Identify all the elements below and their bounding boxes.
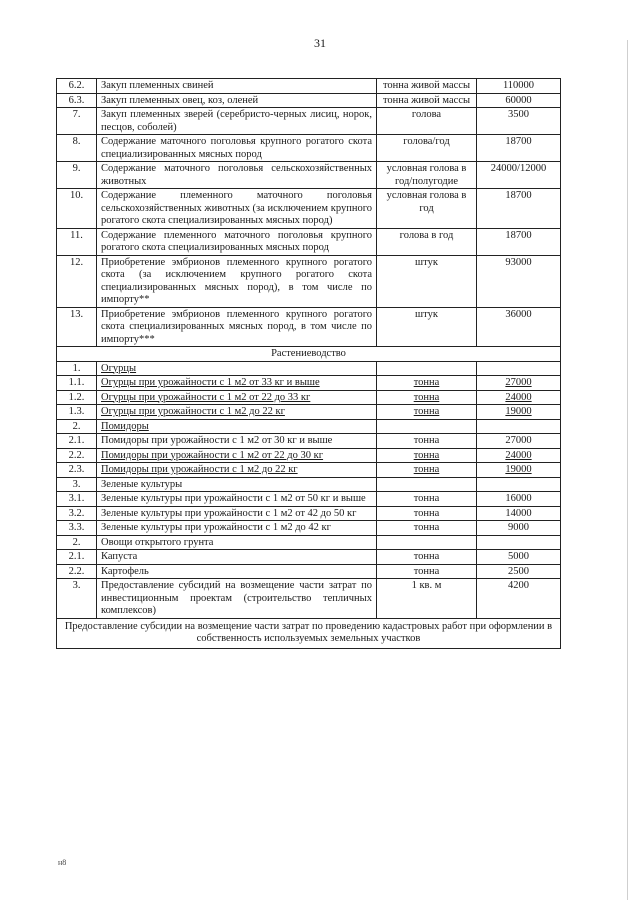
footer-title: Предоставление субсидии на возмещение части затрат по проведению кадастровых работ при оформлении в собственность используемых земельных участков: [57, 618, 561, 648]
table-row: [57, 434, 561, 449]
row-value: 24000: [477, 448, 561, 463]
row-number: 8.: [57, 135, 97, 162]
row-number: 2.: [57, 535, 97, 550]
row-unit: условная голова в год/полугодие: [377, 162, 477, 189]
row-name: Помидоры при урожайности с 1 м2 от 22 до 30 кг: [97, 448, 377, 463]
row-value: [477, 535, 561, 550]
row-unit: тонна: [377, 390, 477, 405]
row-value: 24000/12000: [477, 162, 561, 189]
table-row: [57, 535, 561, 550]
row-value: 18700: [477, 135, 561, 162]
page-number: 31: [314, 36, 326, 50]
row-unit: тонна: [377, 550, 477, 565]
table-row: [57, 162, 561, 189]
row-unit: тонна: [377, 506, 477, 521]
row-number: 1.: [57, 361, 97, 376]
row-number: 6.2.: [57, 79, 97, 94]
row-name: Закуп племенных свиней: [97, 79, 377, 94]
table-row: [57, 390, 561, 405]
row-value: 93000: [477, 255, 561, 307]
row-value: 19000: [477, 463, 561, 478]
row-name: Зеленые культуры: [97, 477, 377, 492]
row-unit: тонна: [377, 521, 477, 536]
footer-heading-row: [57, 618, 561, 648]
row-value: 27000: [477, 434, 561, 449]
row-unit: тонна живой массы: [377, 93, 477, 108]
row-name: Капуста: [97, 550, 377, 565]
row-value: 4200: [477, 579, 561, 619]
table-row: [57, 79, 561, 94]
row-name: Помидоры при урожайности с 1 м2 до 22 кг: [97, 463, 377, 478]
footnote-mark: н8: [58, 858, 67, 867]
subsidy-rates-table: [56, 78, 561, 649]
table-row: [57, 228, 561, 255]
row-unit: 1 кв. м: [377, 579, 477, 619]
row-value: 18700: [477, 189, 561, 229]
scan-edge-line: [627, 40, 628, 900]
row-unit: штук: [377, 307, 477, 347]
row-value: 14000: [477, 506, 561, 521]
row-name: Содержание племенного маточного поголовья крупного рогатого скота специализированных мясных пород: [97, 228, 377, 255]
row-unit: голова в год: [377, 228, 477, 255]
row-name: Закуп племенных овец, коз, оленей: [97, 93, 377, 108]
row-value: 16000: [477, 492, 561, 507]
row-number: 11.: [57, 228, 97, 255]
table-row: [57, 564, 561, 579]
row-number: 2.1.: [57, 550, 97, 565]
row-unit: тонна: [377, 434, 477, 449]
row-name: Закуп племенных зверей (серебристо-черных лисиц, норок, песцов, соболей): [97, 108, 377, 135]
row-number: 2.: [57, 419, 97, 434]
row-name: Помидоры: [97, 419, 377, 434]
row-number: 2.2.: [57, 564, 97, 579]
row-unit: тонна: [377, 448, 477, 463]
row-number: 3.: [57, 477, 97, 492]
row-value: 110000: [477, 79, 561, 94]
row-unit: тонна: [377, 492, 477, 507]
row-unit: тонна: [377, 463, 477, 478]
row-unit: тонна: [377, 564, 477, 579]
table-row: [57, 307, 561, 347]
row-value: 18700: [477, 228, 561, 255]
row-name: Приобретение эмбрионов племенного крупного рогатого скота (за исключением крупного рогатого скота специализированных мясных пород), в том числе по импорту**: [97, 255, 377, 307]
row-number: 6.3.: [57, 93, 97, 108]
row-unit: [377, 419, 477, 434]
table-row: [57, 135, 561, 162]
row-number: 12.: [57, 255, 97, 307]
row-number: 2.3.: [57, 463, 97, 478]
row-number: 9.: [57, 162, 97, 189]
table-row: [57, 93, 561, 108]
row-name: Огурцы при урожайности с 1 м2 до 22 кг: [97, 405, 377, 420]
table-row: [57, 579, 561, 619]
row-number: 3.2.: [57, 506, 97, 521]
table-row: [57, 405, 561, 420]
table-row: [57, 448, 561, 463]
row-number: 7.: [57, 108, 97, 135]
table-row: [57, 506, 561, 521]
row-unit: [377, 361, 477, 376]
row-value: 24000: [477, 390, 561, 405]
row-value: 19000: [477, 405, 561, 420]
table-row: [57, 376, 561, 391]
row-number: 2.1.: [57, 434, 97, 449]
row-name: Зеленые культуры при урожайности с 1 м2 от 50 кг и выше: [97, 492, 377, 507]
table-row: [57, 521, 561, 536]
table-row: [57, 492, 561, 507]
table-row: [57, 463, 561, 478]
row-name: Огурцы при урожайности с 1 м2 от 33 кг и выше: [97, 376, 377, 391]
row-unit: тонна живой массы: [377, 79, 477, 94]
row-value: 27000: [477, 376, 561, 391]
row-name: Овощи открытого грунта: [97, 535, 377, 550]
row-value: [477, 361, 561, 376]
row-number: 10.: [57, 189, 97, 229]
table-row: [57, 419, 561, 434]
table-row: [57, 255, 561, 307]
row-number: 1.3.: [57, 405, 97, 420]
row-number: 1.1.: [57, 376, 97, 391]
row-name: Содержание маточного поголовья крупного рогатого скота специализированных мясных пород: [97, 135, 377, 162]
row-value: 9000: [477, 521, 561, 536]
row-unit: [377, 535, 477, 550]
table-row: [57, 189, 561, 229]
row-unit: условная голова в год: [377, 189, 477, 229]
row-number: 2.2.: [57, 448, 97, 463]
table-row: [57, 550, 561, 565]
row-name: Зеленые культуры при урожайности с 1 м2 от 42 до 50 кг: [97, 506, 377, 521]
row-number: 1.2.: [57, 390, 97, 405]
row-value: [477, 477, 561, 492]
row-number: 3.: [57, 579, 97, 619]
table-row: [57, 477, 561, 492]
row-value: 60000: [477, 93, 561, 108]
section-title: Растениеводство: [57, 347, 561, 362]
row-value: [477, 419, 561, 434]
row-name: Огурцы при урожайности с 1 м2 от 22 до 33 кг: [97, 390, 377, 405]
row-name: Зеленые культуры при урожайности с 1 м2 до 42 кг: [97, 521, 377, 536]
row-name: Огурцы: [97, 361, 377, 376]
row-unit: голова/год: [377, 135, 477, 162]
row-value: 2500: [477, 564, 561, 579]
row-number: 3.3.: [57, 521, 97, 536]
row-value: 36000: [477, 307, 561, 347]
table-row: [57, 108, 561, 135]
row-name: Помидоры при урожайности с 1 м2 от 30 кг и выше: [97, 434, 377, 449]
row-name: Содержание маточного поголовья сельскохозяйственных животных: [97, 162, 377, 189]
row-unit: тонна: [377, 405, 477, 420]
section-header-row: [57, 347, 561, 362]
row-number: 13.: [57, 307, 97, 347]
row-value: 3500: [477, 108, 561, 135]
row-value: 5000: [477, 550, 561, 565]
row-unit: [377, 477, 477, 492]
row-name: Приобретение эмбрионов племенного крупного рогатого скота специализированных мясных пород, в том числе по импорту***: [97, 307, 377, 347]
row-unit: тонна: [377, 376, 477, 391]
row-name: Предоставление субсидий на возмещение части затрат по инвестиционным проектам (строительство тепличных комплексов): [97, 579, 377, 619]
row-name: Содержание племенного маточного поголовья сельскохозяйственных животных (за исключением крупного рогатого скота специализированных мясных пород): [97, 189, 377, 229]
row-unit: штук: [377, 255, 477, 307]
row-name: Картофель: [97, 564, 377, 579]
row-unit: голова: [377, 108, 477, 135]
table-row: [57, 361, 561, 376]
row-number: 3.1.: [57, 492, 97, 507]
